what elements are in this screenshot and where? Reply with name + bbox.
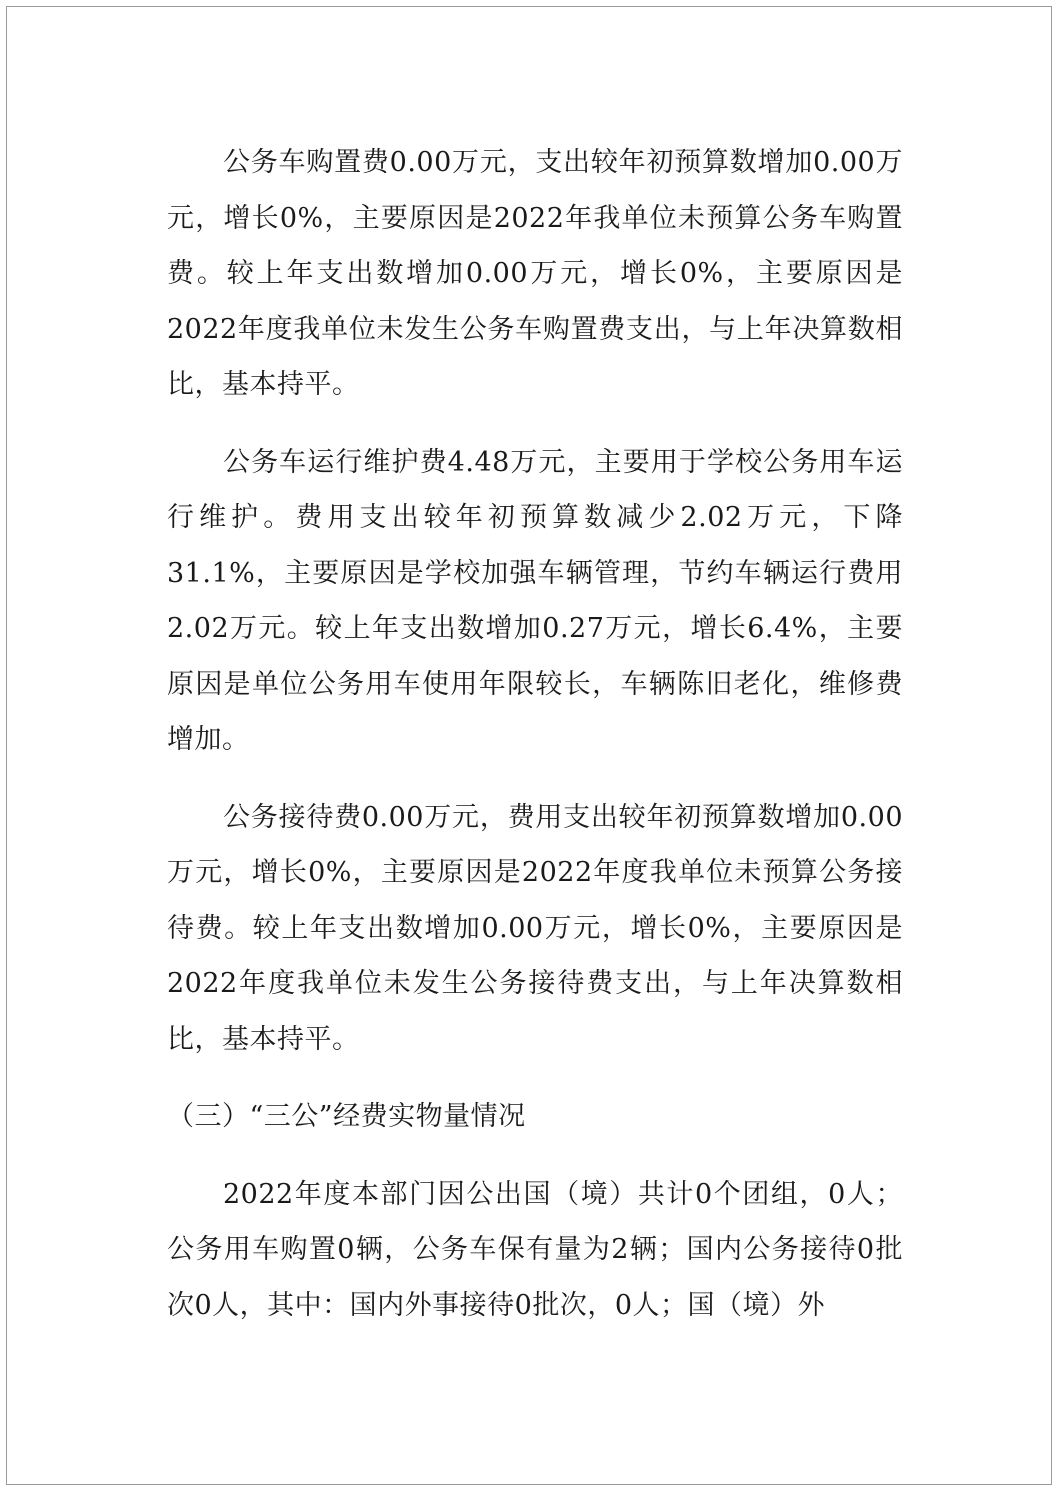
paragraph-physical-quantities: 2022年度本部门因公出国（境）共计0个团组，0人；公务用车购置0辆，公务车保有量为2辆；国内公务接待0批次0人，其中：国内外事接待0批次，0人；国（境）外 (167, 1178, 903, 1321)
paragraph-reception: 公务接待费0.00万元，费用支出较年初预算数增加0.00万元，增长0%，主要原因是2022年度我单位未预算公务接待费。较上年支出数增加0.00万元，增长0%，主要原因是2022年度我单位未发生公务接待费支出，与上年决算数相比，基本持平。 (167, 801, 903, 1055)
paragraph-vehicle-maintenance: 公务车运行维护费4.48万元，主要用于学校公务用车运行维护。费用支出较年初预算数减少2.02万元，下降31.1%，主要原因是学校加强车辆管理，节约车辆运行费用2.02万元。较上年支出数增加0.27万元，增长6.4%，主要原因是单位公务用车使用年限较长，车辆陈旧老化，维修费增加。 (167, 446, 903, 755)
section-heading: （三）“三公”经费实物量情况 (167, 1101, 526, 1132)
document-page (6, 6, 1052, 1485)
document-body (167, 135, 903, 1355)
paragraph-vehicle-purchase: 公务车购置费0.00万元，支出较年初预算数增加0.00万元，增长0%，主要原因是2022年我单位未预算公务车购置费。较上年支出数增加0.00万元，增长0%，主要原因是2022年度我单位未发生公务车购置费支出，与上年决算数相比，基本持平。 (167, 147, 903, 400)
